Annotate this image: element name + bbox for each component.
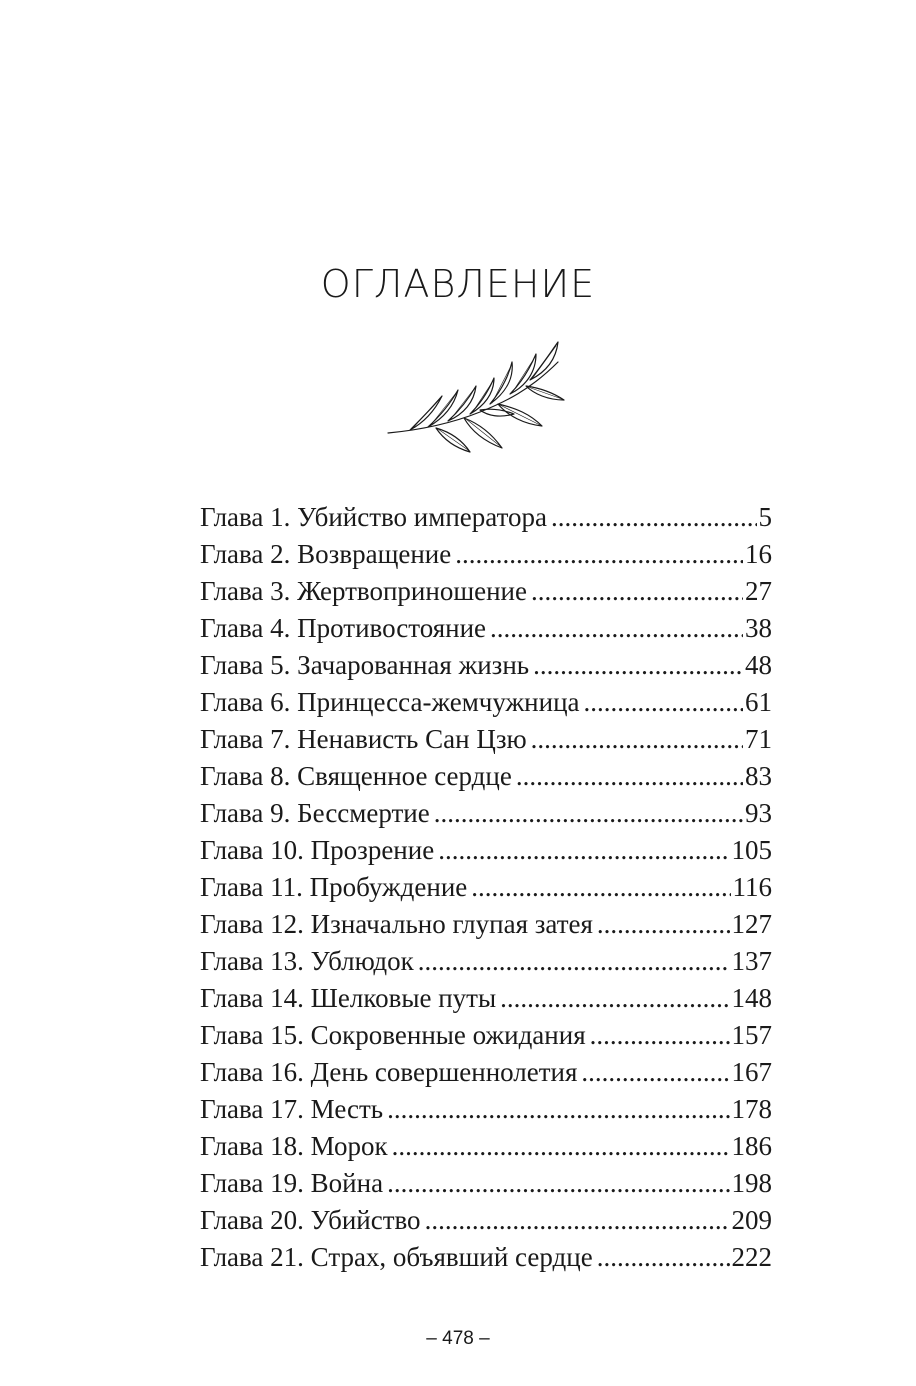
toc-entry-page: 167 bbox=[731, 1057, 772, 1087]
toc-entry-title: Глава 2. Возвращение bbox=[200, 539, 452, 569]
toc-entry-title: Глава 21. Страх, объявший сердце bbox=[200, 1242, 593, 1272]
toc-entry-page: 61 bbox=[745, 687, 772, 717]
toc-entry-title: Глава 13. Ублюдок bbox=[200, 946, 414, 976]
toc-entry[interactable] bbox=[200, 1091, 772, 1128]
dot-leader bbox=[597, 1239, 730, 1276]
toc-entry-page: 71 bbox=[745, 724, 772, 754]
dot-leader bbox=[516, 758, 743, 795]
toc-entry-page: 186 bbox=[731, 1131, 772, 1161]
toc-entry-title: Глава 8. Священное сердце bbox=[200, 761, 512, 791]
dot-leader bbox=[392, 1128, 730, 1165]
toc-entry[interactable] bbox=[200, 721, 772, 758]
dot-leader bbox=[581, 1054, 729, 1091]
dot-leader bbox=[490, 610, 743, 647]
toc-entry-page: 5 bbox=[758, 502, 772, 532]
toc-entry[interactable] bbox=[200, 869, 772, 906]
dot-leader bbox=[533, 647, 743, 684]
toc-entry-page: 222 bbox=[731, 1242, 772, 1272]
toc-entry-page: 198 bbox=[731, 1168, 772, 1198]
dot-leader bbox=[471, 869, 730, 906]
toc-entry-title: Глава 15. Сокровенные ожидания bbox=[200, 1020, 586, 1050]
toc-entry[interactable] bbox=[200, 795, 772, 832]
toc-entry-title: Глава 4. Противостояние bbox=[200, 613, 487, 643]
dot-leader bbox=[597, 906, 730, 943]
toc-entry-page: 137 bbox=[731, 946, 772, 976]
toc-entry[interactable] bbox=[200, 1017, 772, 1054]
toc-entry-title: Глава 16. День совершеннолетия bbox=[200, 1057, 578, 1087]
toc-entry-page: 148 bbox=[731, 983, 772, 1013]
toc-entry-title: Глава 6. Принцесса-жемчужница bbox=[200, 687, 580, 717]
toc-entry[interactable] bbox=[200, 980, 772, 1017]
toc-entry-page: 127 bbox=[731, 909, 772, 939]
toc-entry-title: Глава 11. Пробуждение bbox=[200, 872, 468, 902]
dot-leader bbox=[500, 980, 729, 1017]
dot-leader bbox=[387, 1091, 729, 1128]
page-number: – 478 – bbox=[426, 1328, 490, 1349]
toc-entry[interactable] bbox=[200, 1165, 772, 1202]
toc-entry-title: Глава 19. Война bbox=[200, 1168, 384, 1198]
toc-entry-page: 38 bbox=[745, 613, 772, 643]
toc-entry-title: Глава 7. Ненависть Сан Цзю bbox=[200, 724, 527, 754]
dot-leader bbox=[584, 684, 743, 721]
toc-entry-page: 178 bbox=[731, 1094, 772, 1124]
dot-leader bbox=[425, 1202, 730, 1239]
toc-entry-title: Глава 12. Изначально глупая затея bbox=[200, 909, 593, 939]
toc-entry-title: Глава 20. Убийство bbox=[200, 1205, 421, 1235]
dot-leader bbox=[551, 499, 757, 536]
toc-entry-title: Глава 10. Прозрение bbox=[200, 835, 435, 865]
toc-entry[interactable] bbox=[200, 906, 772, 943]
toc-entry[interactable] bbox=[200, 1239, 772, 1276]
toc-entry-page: 48 bbox=[745, 650, 772, 680]
toc-entry-title: Глава 5. Зачарованная жизнь bbox=[200, 650, 530, 680]
toc-entry-page: 27 bbox=[745, 576, 772, 606]
dot-leader bbox=[531, 573, 743, 610]
dot-leader bbox=[434, 795, 743, 832]
toc-entry-page: 93 bbox=[745, 798, 772, 828]
toc-entry-page: 105 bbox=[731, 835, 772, 865]
toc-entry[interactable] bbox=[200, 647, 772, 684]
dot-leader bbox=[590, 1017, 730, 1054]
dot-leader bbox=[418, 943, 730, 980]
toc-entry[interactable] bbox=[200, 684, 772, 721]
toc-entry-title: Глава 3. Жертвоприношение bbox=[200, 576, 527, 606]
toc-entry[interactable] bbox=[200, 832, 772, 869]
toc-entry[interactable] bbox=[200, 610, 772, 647]
toc-entry-title: Глава 9. Бессмертие bbox=[200, 798, 430, 828]
toc-entry-page: 157 bbox=[731, 1020, 772, 1050]
toc-entry-title: Глава 18. Морок bbox=[200, 1131, 388, 1161]
toc-entry-page: 16 bbox=[745, 539, 772, 569]
toc-entry-page: 83 bbox=[745, 761, 772, 791]
dot-leader bbox=[531, 721, 743, 758]
toc-entry[interactable] bbox=[200, 1054, 772, 1091]
toc-entry[interactable] bbox=[200, 536, 772, 573]
dot-leader bbox=[387, 1165, 729, 1202]
toc-entry-page: 116 bbox=[732, 872, 772, 902]
toc-entry[interactable] bbox=[200, 758, 772, 795]
toc-entry-title: Глава 1. Убийство императора bbox=[200, 502, 547, 532]
toc-entry-title: Глава 14. Шелковые путы bbox=[200, 983, 497, 1013]
page-title: ОГЛАВЛЕНИЕ bbox=[320, 262, 596, 306]
toc-entry[interactable] bbox=[200, 573, 772, 610]
olive-branch-icon bbox=[380, 338, 570, 456]
toc-entry-title: Глава 17. Месть bbox=[200, 1094, 384, 1124]
toc-entry[interactable] bbox=[200, 499, 772, 536]
toc-entry-page: 209 bbox=[731, 1205, 772, 1235]
toc-entry[interactable] bbox=[200, 1202, 772, 1239]
toc-entry[interactable] bbox=[200, 943, 772, 980]
dot-leader bbox=[438, 832, 729, 869]
table-of-contents bbox=[200, 499, 772, 1276]
toc-entry[interactable] bbox=[200, 1128, 772, 1165]
dot-leader bbox=[455, 536, 743, 573]
